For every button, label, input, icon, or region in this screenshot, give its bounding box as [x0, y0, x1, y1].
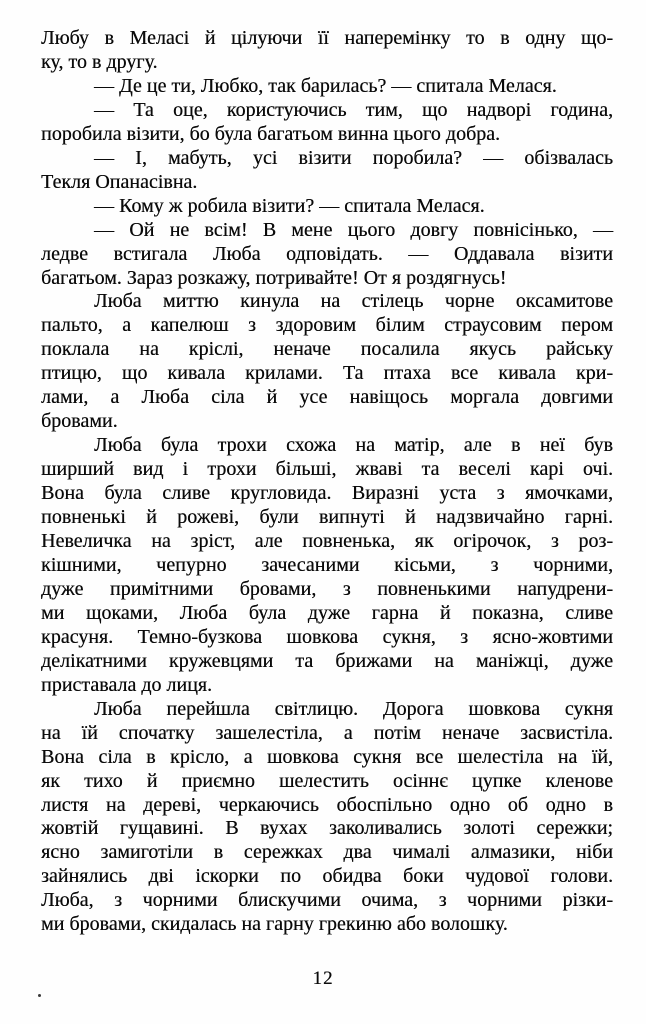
text-line: ми бровами, скидалась на гарну грекиню або волошку.	[41, 913, 508, 936]
page-text	[41, 27, 613, 937]
text-line: ку, то в другу.	[41, 50, 158, 73]
paragraph	[41, 698, 613, 938]
paragraph	[41, 75, 613, 99]
text-line: — І, мабуть, усі візити поробила? — обізвалась	[94, 146, 613, 169]
text-line: Вона сіла в крісло, а шовкова сукня все шелестіла на їй,	[41, 745, 613, 768]
text-line: на їй спочатку зашелестіла, а потім неначе засвистіла.	[41, 721, 613, 744]
text-line: бровами.	[41, 410, 118, 433]
text-line: Текля Опанасівна.	[41, 170, 198, 193]
text-line: жовтій гущавині. В вухах заколивались золоті сережки;	[41, 817, 613, 840]
text-line: Люба перейшла світлицю. Дорога шовкова сукня	[94, 697, 613, 720]
text-line: лами, а Люба сіла й усе навіщось моргала довгими	[41, 386, 613, 409]
text-line: — Ой не всім! В мене цього довгу повнісінько, —	[94, 218, 613, 241]
paragraph	[41, 27, 613, 75]
text-line: ледве встигала Люба одповідать. — Оддавала візити	[41, 242, 613, 265]
text-line: дуже примітними бровами, з повненькими напудрени-	[41, 577, 613, 600]
text-line: — Де це ти, Любко, так барилась? — спитала Мелася.	[94, 74, 557, 97]
text-line: птицю, що кивала крилами. Та птаха все кивала кри-	[41, 362, 613, 385]
text-line: пальто, а капелюш з здоровим білим страусовим пером	[41, 314, 613, 337]
text-line: листя на дереві, черкаючись обоспільно одно об одно в	[41, 793, 613, 816]
text-line: Люба була трохи схожа на матір, але в неї був	[94, 434, 613, 457]
paragraph	[41, 290, 613, 434]
paragraph	[41, 219, 613, 291]
paragraph	[41, 434, 613, 697]
text-line: ми щоками, Люба була дуже гарна й показна, сливе	[41, 601, 613, 624]
page-number: 12	[312, 968, 334, 989]
text-line: Любу в Меласі й цілуючи її наперемінку то в одну що-	[41, 27, 613, 49]
text-line: як тихо й приємно шелестить осіннє цупке кленове	[41, 769, 613, 792]
ink-speck	[38, 994, 41, 997]
text-line: кішними, чепурно зачесаними кісьми, з чорними,	[41, 553, 613, 576]
text-line: Невеличка на зріст, але повненька, як огірочок, з роз-	[41, 530, 613, 553]
text-line: зайнялись дві іскорки по обидва боки чудової голови.	[41, 865, 613, 888]
text-line: делікатними кружевцями та брижами на маніжці, дуже	[41, 649, 613, 672]
text-line: ясно замиготіли в сережках два чималі алмазики, ніби	[41, 841, 613, 864]
text-line: повненькі й рожеві, були випнуті й надзвичайно гарні.	[41, 506, 613, 529]
text-line: поклала на кріслі, неначе посалила якусь райську	[41, 338, 613, 361]
text-line: Люба, з чорними блискучими очима, з чорними різки-	[41, 889, 613, 912]
text-line: — Та оце, користуючись тим, що надворі година,	[94, 98, 613, 121]
paragraph	[41, 147, 613, 195]
text-line: багатьом. Зараз розкажу, потривайте! От я роздягнусь!	[41, 266, 507, 289]
text-line: ширший вид і трохи більші, жваві та веселі карі очі.	[41, 458, 613, 481]
text-line: приставала до лиця.	[41, 673, 212, 696]
text-line: Вона була сливе кругловида. Виразні уста з ямочками,	[41, 482, 613, 505]
text-line: — Кому ж робила візити? — спитала Мелася.	[94, 194, 485, 217]
text-line: красуня. Темно-бузкова шовкова сукня, з ясно-жовтими	[41, 625, 613, 648]
paragraph	[41, 195, 613, 219]
text-line: поробила візити, бо була багатьом винна цього добра.	[41, 122, 500, 145]
paragraph	[41, 99, 613, 147]
text-line: Люба миттю кинула на стілець чорне оксамитове	[94, 290, 613, 313]
